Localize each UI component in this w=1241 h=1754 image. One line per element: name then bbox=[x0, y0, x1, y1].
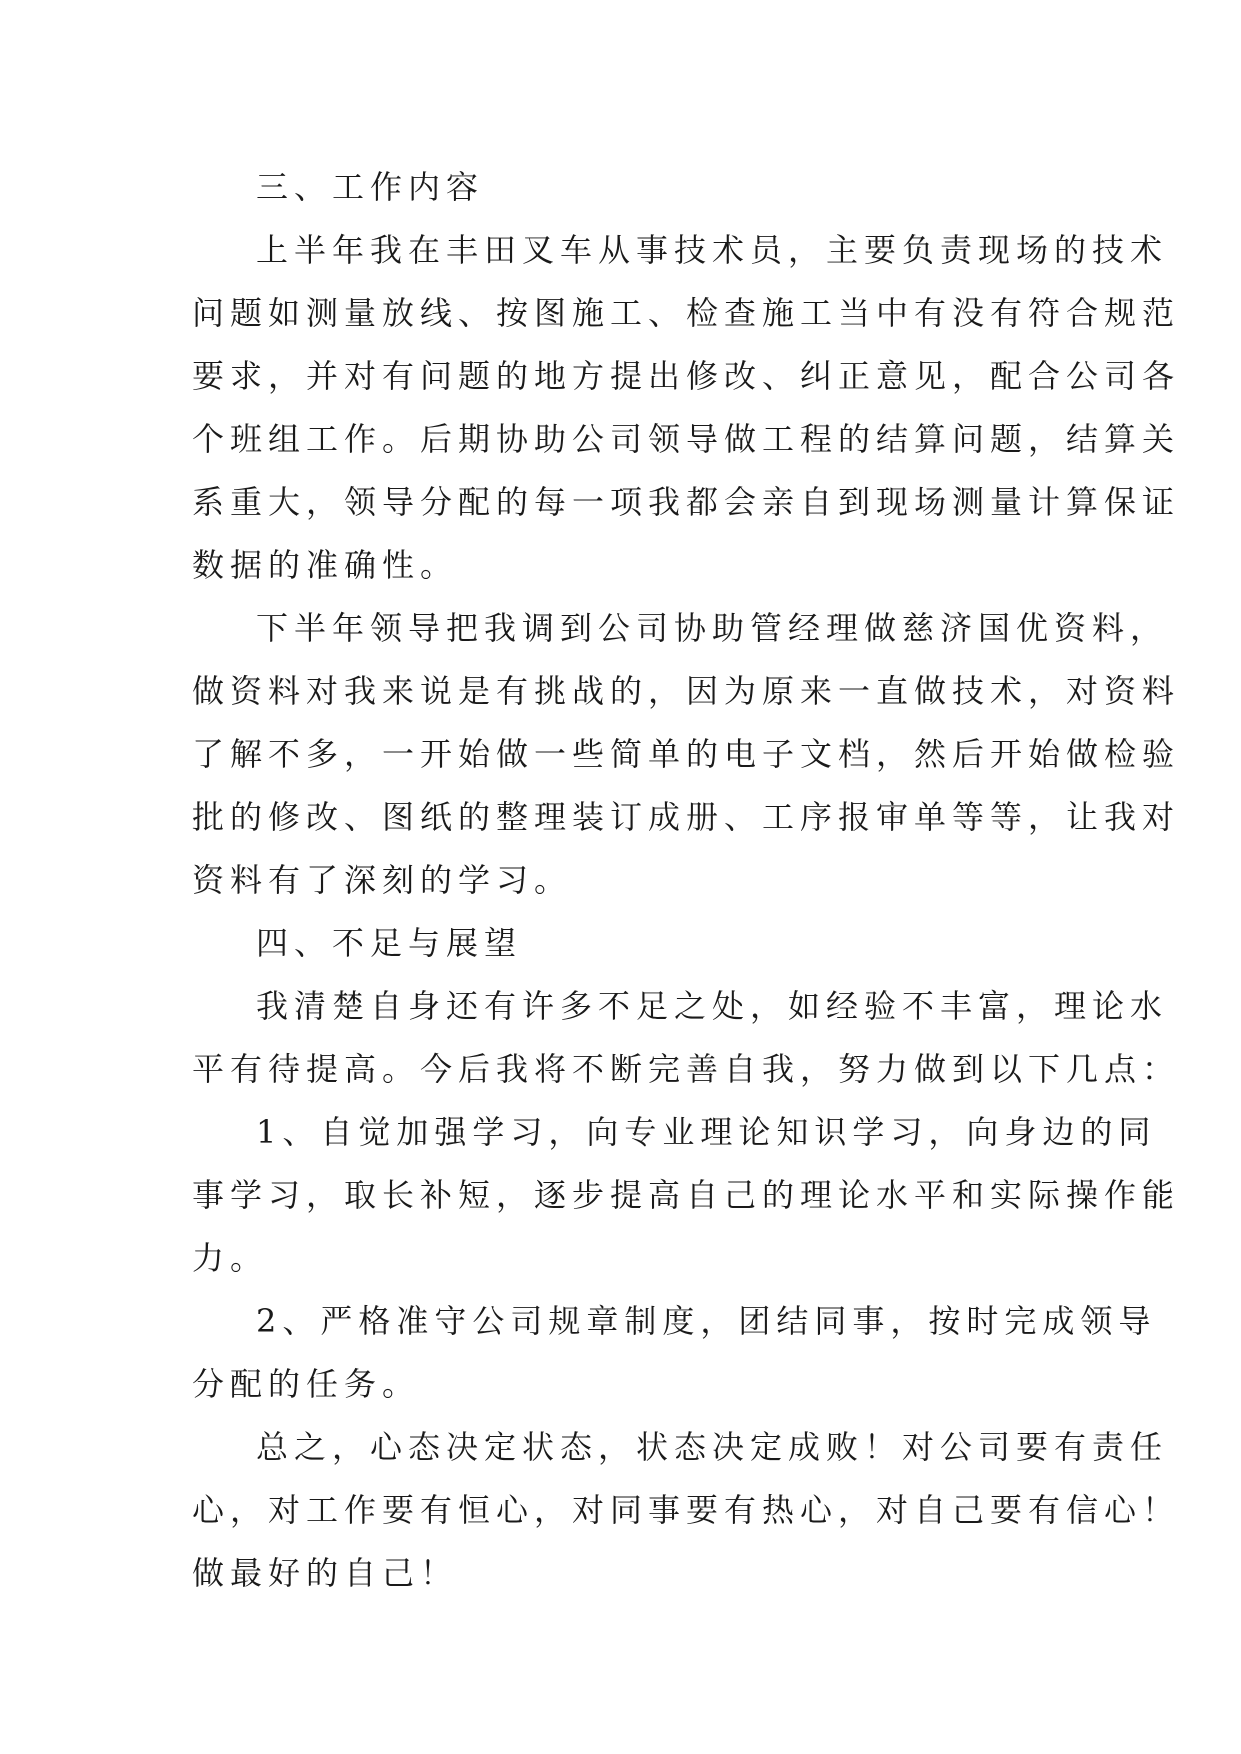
list-item-line: 2、严格准守公司规章制度，团结同事，按时完成领导 bbox=[256, 1302, 1157, 1340]
list-item-line: 分配的任务。 bbox=[192, 1365, 421, 1403]
paragraph-line: 问题如测量放线、按图施工、检查施工当中有没有符合规范 bbox=[192, 294, 1181, 332]
paragraph-line: 做资料对我来说是有挑战的，因为原来一直做技术，对资料 bbox=[192, 672, 1181, 710]
list-item-line: 1、自觉加强学习，向专业理论知识学习，向身边的同 bbox=[256, 1113, 1157, 1151]
paragraph-line: 做最好的自己！ bbox=[192, 1554, 459, 1592]
document-body bbox=[192, 156, 1181, 1605]
paragraph-line: 数据的准确性。 bbox=[192, 546, 459, 584]
paragraph-line: 资料有了深刻的学习。 bbox=[192, 861, 573, 899]
paragraph-line: 心，对工作要有恒心，对同事要有热心，对自己要有信心！ bbox=[192, 1491, 1181, 1529]
paragraph-line: 总之，心态决定状态，状态决定成败！对公司要有责任 bbox=[256, 1428, 1169, 1466]
paragraph-line: 平有待提高。今后我将不断完善自我，努力做到以下几点： bbox=[192, 1050, 1181, 1088]
list-item-line: 事学习，取长补短，逐步提高自己的理论水平和实际操作能 bbox=[192, 1176, 1181, 1214]
paragraph-line: 系重大，领导分配的每一项我都会亲自到现场测量计算保证 bbox=[192, 483, 1181, 521]
paragraph-line: 上半年我在丰田叉车从事技术员，主要负责现场的技术 bbox=[256, 231, 1169, 269]
paragraph-line: 批的修改、图纸的整理装订成册、工序报审单等等，让我对 bbox=[192, 798, 1181, 836]
section-heading-work-content: 三、工作内容 bbox=[256, 168, 485, 206]
list-item-line: 力。 bbox=[192, 1239, 269, 1277]
section-heading-shortcomings: 四、不足与展望 bbox=[256, 924, 523, 962]
paragraph-line: 了解不多，一开始做一些简单的电子文档，然后开始做检验 bbox=[192, 735, 1181, 773]
paragraph-line: 下半年领导把我调到公司协助管经理做慈济国优资料， bbox=[256, 609, 1169, 647]
paragraph-line: 我清楚自身还有许多不足之处，如经验不丰富，理论水 bbox=[256, 987, 1169, 1025]
paragraph-line: 要求，并对有问题的地方提出修改、纠正意见，配合公司各 bbox=[192, 357, 1181, 395]
paragraph-line: 个班组工作。后期协助公司领导做工程的结算问题，结算关 bbox=[192, 420, 1181, 458]
